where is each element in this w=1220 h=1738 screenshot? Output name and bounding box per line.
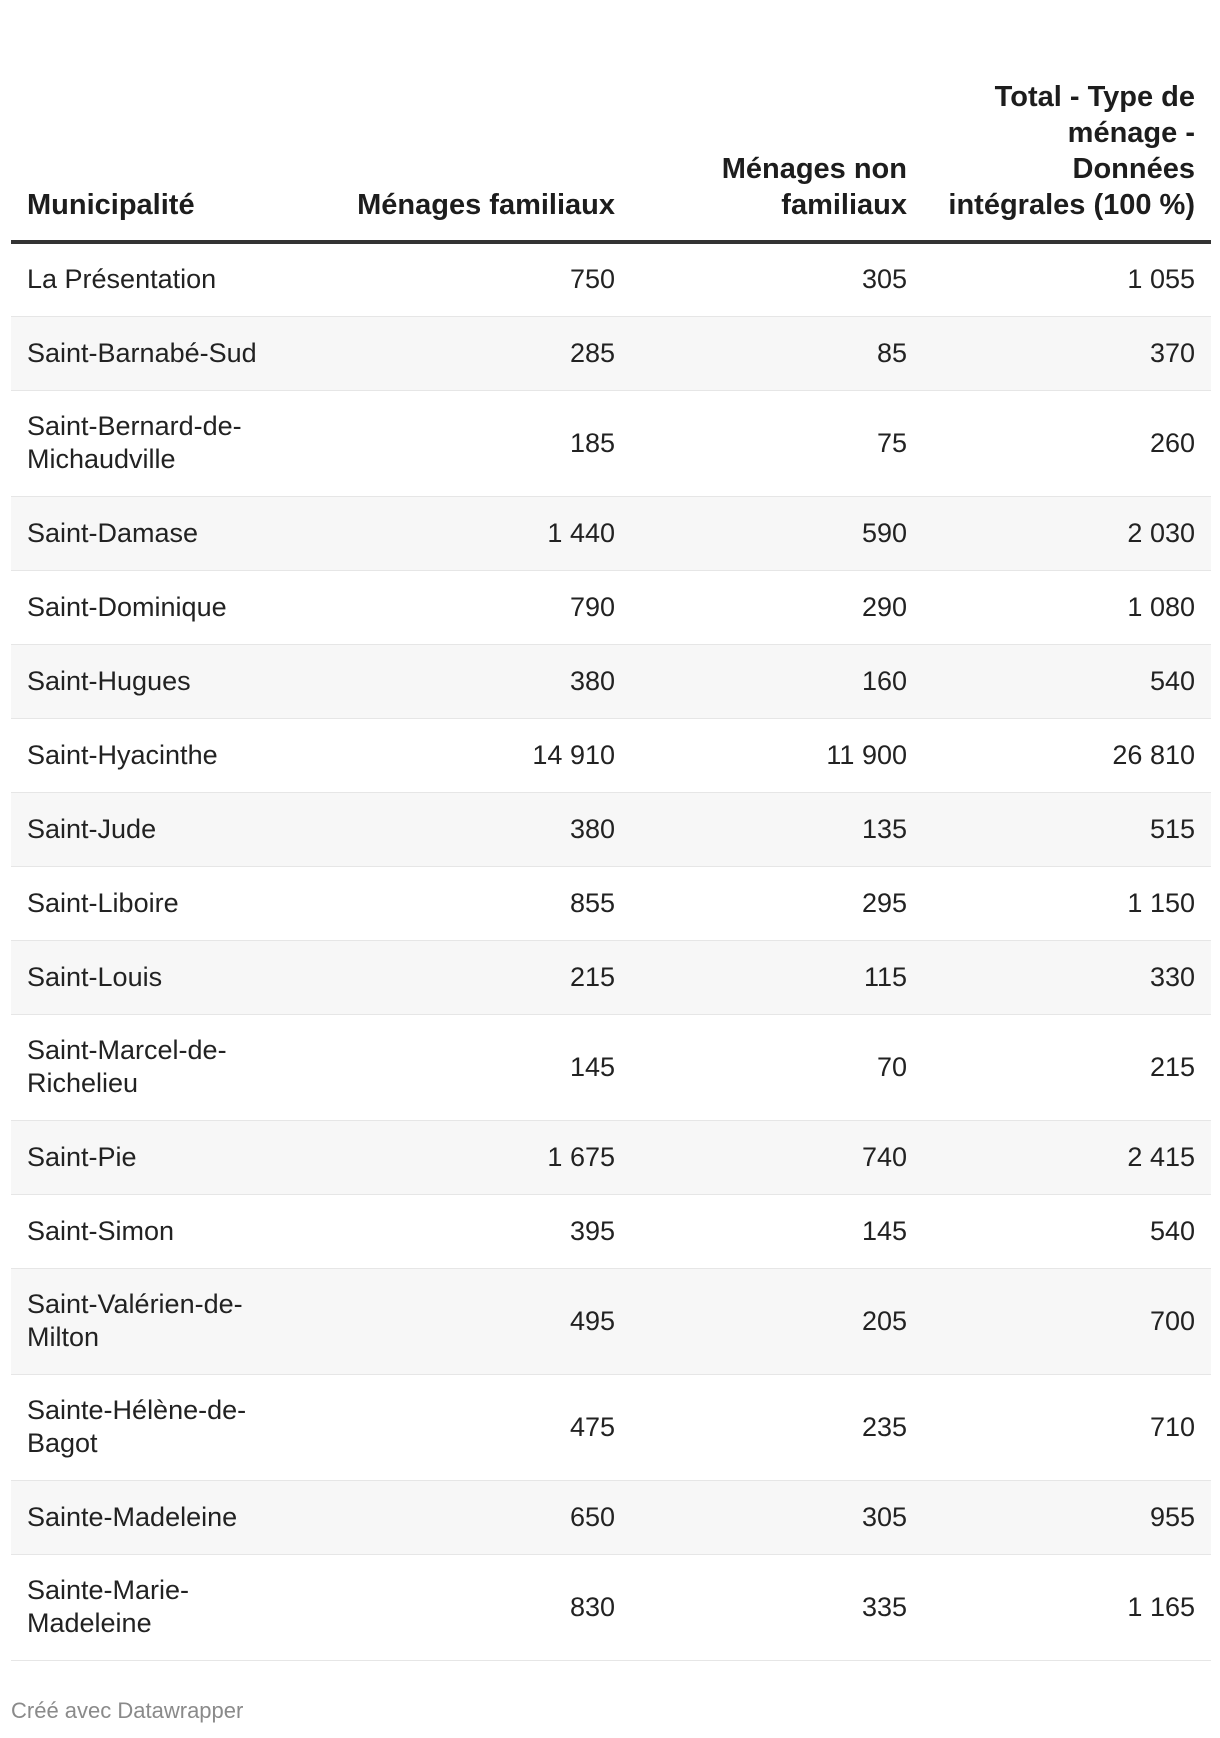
cell-municipalite: Saint-Simon bbox=[11, 1194, 341, 1268]
cell-municipalite: La Présentation bbox=[11, 242, 341, 316]
cell-municipalite: Sainte-Madeleine bbox=[11, 1480, 341, 1554]
cell-menages-non-familiaux: 115 bbox=[631, 940, 923, 1014]
cell-municipalite: Saint-Dominique bbox=[11, 570, 341, 644]
cell-menages-non-familiaux: 70 bbox=[631, 1014, 923, 1120]
cell-total: 1 055 bbox=[923, 242, 1211, 316]
cell-menages-non-familiaux: 305 bbox=[631, 1480, 923, 1554]
cell-total: 215 bbox=[923, 1014, 1211, 1120]
cell-menages-familiaux: 185 bbox=[341, 390, 631, 496]
header-row bbox=[11, 0, 1211, 242]
cell-total: 710 bbox=[923, 1374, 1211, 1480]
datawrapper-credit[interactable]: Créé avec Datawrapper bbox=[11, 1698, 244, 1723]
table-row bbox=[11, 866, 1211, 940]
table-row bbox=[11, 1374, 1211, 1480]
cell-total: 1 165 bbox=[923, 1554, 1211, 1660]
cell-menages-familiaux: 790 bbox=[341, 570, 631, 644]
cell-total: 2 030 bbox=[923, 496, 1211, 570]
cell-municipalite: Saint-Bernard-de-Michaudville bbox=[11, 390, 341, 496]
column-header-total[interactable]: Total - Type de ménage - Données intégrales (100 %) bbox=[923, 0, 1211, 242]
cell-total: 540 bbox=[923, 644, 1211, 718]
cell-menages-non-familiaux: 295 bbox=[631, 866, 923, 940]
cell-total: 1 080 bbox=[923, 570, 1211, 644]
table-row bbox=[11, 242, 1211, 316]
cell-menages-familiaux: 395 bbox=[341, 1194, 631, 1268]
cell-menages-non-familiaux: 75 bbox=[631, 390, 923, 496]
cell-menages-non-familiaux: 305 bbox=[631, 242, 923, 316]
table-row bbox=[11, 644, 1211, 718]
table-row bbox=[11, 1268, 1211, 1374]
cell-municipalite: Saint-Marcel-de-Richelieu bbox=[11, 1014, 341, 1120]
table-row bbox=[11, 1480, 1211, 1554]
table-body bbox=[11, 242, 1211, 1660]
cell-municipalite: Sainte-Marie-Madeleine bbox=[11, 1554, 341, 1660]
table-row bbox=[11, 316, 1211, 390]
cell-total: 515 bbox=[923, 792, 1211, 866]
cell-menages-familiaux: 380 bbox=[341, 792, 631, 866]
cell-menages-familiaux: 495 bbox=[341, 1268, 631, 1374]
cell-menages-non-familiaux: 290 bbox=[631, 570, 923, 644]
table-header bbox=[11, 0, 1211, 242]
cell-menages-familiaux: 285 bbox=[341, 316, 631, 390]
cell-municipalite: Saint-Pie bbox=[11, 1120, 341, 1194]
table-row bbox=[11, 1120, 1211, 1194]
table-row bbox=[11, 940, 1211, 1014]
table-row bbox=[11, 496, 1211, 570]
table-row bbox=[11, 1194, 1211, 1268]
table-row bbox=[11, 718, 1211, 792]
cell-menages-familiaux: 1 440 bbox=[341, 496, 631, 570]
data-table-wrapper bbox=[11, 0, 1211, 1661]
cell-menages-non-familiaux: 11 900 bbox=[631, 718, 923, 792]
cell-menages-non-familiaux: 205 bbox=[631, 1268, 923, 1374]
column-header-menages-non-familiaux[interactable]: Ménages non familiaux bbox=[631, 0, 923, 242]
cell-menages-familiaux: 380 bbox=[341, 644, 631, 718]
cell-total: 26 810 bbox=[923, 718, 1211, 792]
cell-menages-non-familiaux: 85 bbox=[631, 316, 923, 390]
cell-total: 1 150 bbox=[923, 866, 1211, 940]
cell-total: 700 bbox=[923, 1268, 1211, 1374]
table-row bbox=[11, 390, 1211, 496]
cell-total: 955 bbox=[923, 1480, 1211, 1554]
cell-municipalite: Saint-Hugues bbox=[11, 644, 341, 718]
cell-total: 370 bbox=[923, 316, 1211, 390]
table-row bbox=[11, 1014, 1211, 1120]
cell-menages-non-familiaux: 135 bbox=[631, 792, 923, 866]
cell-menages-non-familiaux: 235 bbox=[631, 1374, 923, 1480]
column-header-menages-familiaux[interactable]: Ménages familiaux bbox=[341, 0, 631, 242]
column-header-municipalite[interactable]: Municipalité bbox=[11, 0, 341, 242]
cell-menages-non-familiaux: 740 bbox=[631, 1120, 923, 1194]
cell-municipalite: Saint-Barnabé-Sud bbox=[11, 316, 341, 390]
cell-menages-non-familiaux: 160 bbox=[631, 644, 923, 718]
table-row bbox=[11, 792, 1211, 866]
cell-menages-familiaux: 650 bbox=[341, 1480, 631, 1554]
cell-menages-familiaux: 830 bbox=[341, 1554, 631, 1660]
cell-menages-familiaux: 750 bbox=[341, 242, 631, 316]
cell-municipalite: Saint-Damase bbox=[11, 496, 341, 570]
cell-total: 540 bbox=[923, 1194, 1211, 1268]
cell-menages-non-familiaux: 335 bbox=[631, 1554, 923, 1660]
table-row bbox=[11, 570, 1211, 644]
cell-menages-familiaux: 855 bbox=[341, 866, 631, 940]
cell-municipalite: Sainte-Hélène-de-Bagot bbox=[11, 1374, 341, 1480]
cell-menages-familiaux: 475 bbox=[341, 1374, 631, 1480]
cell-municipalite: Saint-Valérien-de-Milton bbox=[11, 1268, 341, 1374]
cell-menages-familiaux: 1 675 bbox=[341, 1120, 631, 1194]
cell-municipalite: Saint-Hyacinthe bbox=[11, 718, 341, 792]
cell-menages-non-familiaux: 145 bbox=[631, 1194, 923, 1268]
cell-municipalite: Saint-Liboire bbox=[11, 866, 341, 940]
cell-menages-non-familiaux: 590 bbox=[631, 496, 923, 570]
cell-menages-familiaux: 145 bbox=[341, 1014, 631, 1120]
cell-total: 260 bbox=[923, 390, 1211, 496]
cell-menages-familiaux: 14 910 bbox=[341, 718, 631, 792]
data-table bbox=[11, 0, 1211, 1661]
cell-municipalite: Saint-Louis bbox=[11, 940, 341, 1014]
cell-total: 2 415 bbox=[923, 1120, 1211, 1194]
table-row bbox=[11, 1554, 1211, 1660]
cell-menages-familiaux: 215 bbox=[341, 940, 631, 1014]
cell-total: 330 bbox=[923, 940, 1211, 1014]
cell-municipalite: Saint-Jude bbox=[11, 792, 341, 866]
